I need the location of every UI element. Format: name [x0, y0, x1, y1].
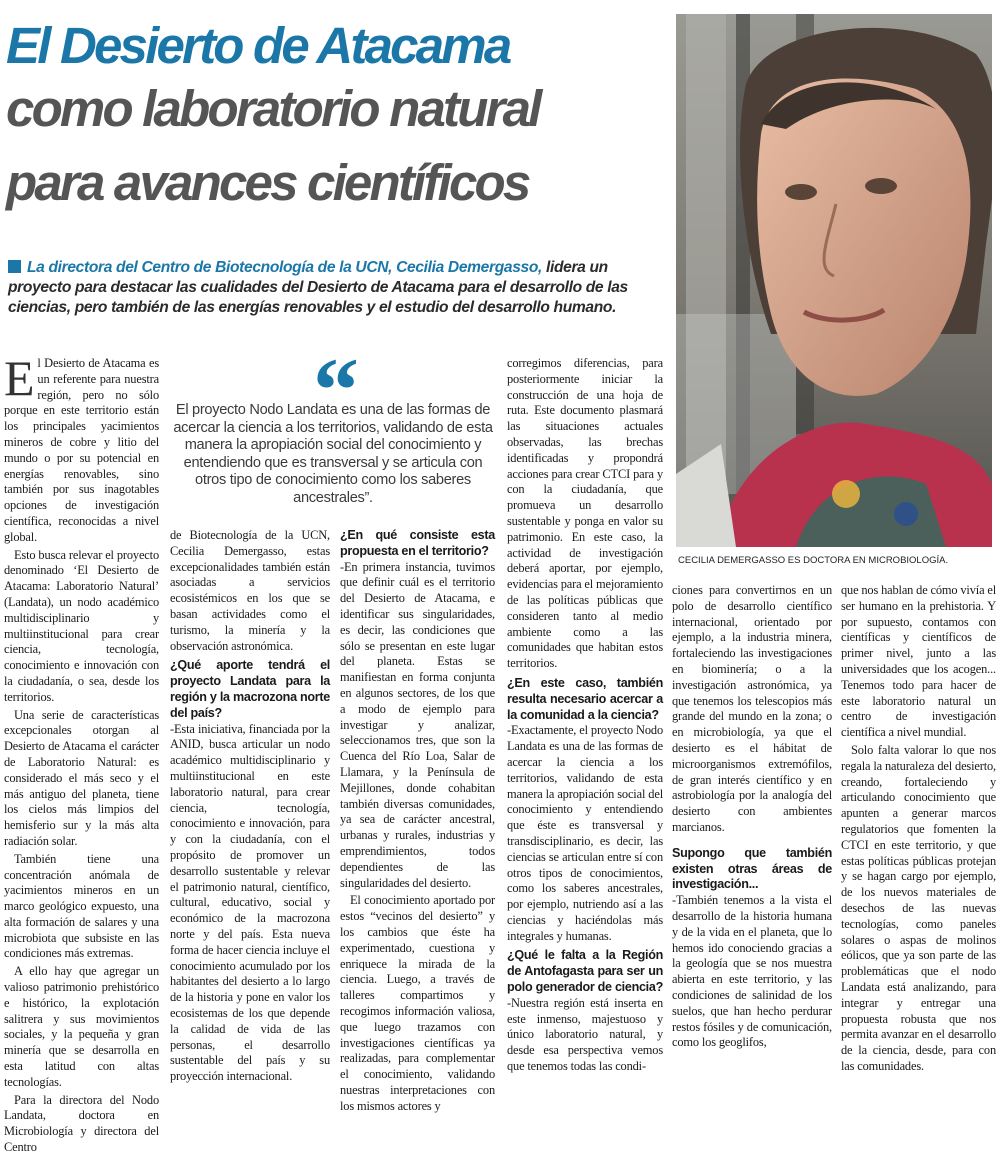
interview-question: ¿En qué consiste esta propuesta en el territorio?	[340, 528, 495, 558]
paragraph: A ello hay que agregar un valioso patrimonio prehistórico e histórico, la explotación salitrera y sus movimientos sociales, y la pequeña y gran minería que se desarrolla en esta latitud con altas tecnologías.	[4, 964, 159, 1089]
interview-question: ¿Qué le falta a la Región de Antofagasta para ser un polo generador de ciencia?	[507, 948, 663, 995]
photo-caption: CECILIA DEMERGASSO ES DOCTORA EN MICROBIOLOGÍA.	[678, 555, 949, 566]
paragraph: -Nuestra región está inserta en este inmenso, majestuoso y único laboratorio natural, y desde esa perspectiva vemos que tenemos todas las condi-	[507, 995, 663, 1074]
paragraph: de Biotecnología de la UCN, Cecilia Demergasso, estas excepcionalidades también están asociadas a servicios ecosistémicos en los que se basan actividades como el turismo, la minería y la observación astronómica.	[170, 528, 330, 653]
interview-question: ¿En este caso, también resulta necesario acercar a la comunidad a la ciencia?	[507, 675, 663, 722]
portrait-photo	[676, 14, 992, 547]
paragraph: -También tenemos a la vista el desarrollo de la historia humana y de la vida en el planeta, que lo hemos ido conociendo gracias a la geología que se nos muestra abierta en este territorio, y las condiciones de salinidad de los suelos, que han hecho perdurar restos fósiles y de comunicación, como los geoglifos,	[672, 893, 832, 1050]
article-column-3	[340, 528, 495, 1116]
article-column-2	[170, 528, 330, 1087]
pull-quote-text: El proyecto Nodo Landata es una de las formas de acercar la ciencia a los territorios, validando de esta manera la apropiación social del conocimiento y entendiendo que es transversal y se articula con otros tipo de conocimiento como los saberes ancestrales”.	[173, 402, 493, 506]
paragraph: corregimos diferencias, para posteriormente iniciar la construcción de una hoja de ruta. Este documento plasmará las situaciones actuales observadas, las brechas identificadas y propondrá acciones para crear CTCI para y con la ciudadanía, que promueva un desarrollo sustentable y ponga en valor su patrimonio. En este caso, la actividad de investigación deberá aportar, por ejemplo, evidencias para el mejoramiento de las políticas públicas que consideren tanto al medio ambiente como a las comunidades que habitan estos territorios.	[507, 356, 664, 671]
deck-lead: La directora del Centro de Biotecnología de la UCN, Cecilia Demergasso,	[27, 259, 543, 276]
paragraph: que nos hablan de cómo vivía el ser humano en la prehistoria. Y por supuesto, contamos con científicas y científicos de primer nivel, junto a las universidades que los acogen... Tenemos todo para hacer de este laboratorio natural un centro de investigación científica a nivel mundial.	[841, 583, 997, 740]
portrait-illustration	[676, 14, 992, 547]
headline-line-3: para avances científicos	[6, 154, 529, 211]
drop-cap: E	[4, 350, 35, 406]
deck-rest: lidera un proyecto para destacar las cualidades del Desierto de Atacama para el desarrollo de las ciencias, pero también de las energías renovables y el estudio del desarrollo humano.	[8, 259, 628, 316]
headline-line-2: como laboratorio natural	[6, 80, 540, 137]
paragraph	[4, 350, 159, 546]
paragraph: -Exactamente, el proyecto Nodo Landata es una de las formas de acercar la ciencia a los territorios, validando de esta manera la apropiación social del conocimiento y entendiendo que éste es transversal y transdisciplinario, es decir, las ciencias se articulan entre sí con otros tipos de conocimientos, como los saberes ancestrales, por ejemplo, nutriendo así a las ciencias y haciéndolas más integrales y humanas.	[507, 723, 663, 943]
paragraph: Para la directora del Nodo Landata, doctora en Microbiología y directora del Centro	[4, 1092, 159, 1155]
paragraph: Solo falta valorar lo que nos regala la naturaleza del desierto, creando, fortaleciendo y articulando conocimiento que apunten a generar marcos regulatorios que fomenten la CTCI en este territorio, y que estas políticas públicas protejan y se hagan cargo por ejemplo, de los nuevos materiales de desechos de las nuevas tecnologías, como paneles solares o aspas de molinos eólicos, que ya son parte de las problemáticas que el nodo Landata está analizando, para integrar y entregar una propuesta robusta que nos permita avanzar en el desarrollo de la ciencia, desde, para con las comunidades.	[841, 742, 996, 1073]
article-column-6	[841, 583, 996, 1077]
article-deck	[8, 258, 668, 318]
paragraph: El conocimiento aportado por estos “vecinos del desierto” y los cambios que éste ha experimentado, cuestiona y enriquece la mirada de la ciencia. Luego, a través de talleres compartimos y recogimos información valiosa, que luego trazamos con investigaciones científicas ya realizadas, para complementar el conocimiento, validando nuestras interpretaciones con los mismos actores y	[340, 893, 495, 1113]
pull-quote	[170, 339, 496, 515]
article-column-5	[672, 583, 832, 1053]
article-column-1	[4, 350, 159, 1158]
paragraph: Esto busca relevar el proyecto denominado ‘El Desierto de Atacama: Laboratorio Natural’ (Landata), un nodo académico multidisciplinario y multiinstitucional para crear ciencia, tecnología, conocimiento e innovación con la ciudadanía, o sea, desde los territorios.	[4, 547, 159, 704]
paragraph: Una serie de características excepcionales otorgan al Desierto de Atacama el carácter de Laboratorio Natural: es considerado el más seco y el más antiguo del planeta, tiene los cielos más limpios del hemisferio sur y la más alta radiación solar.	[4, 707, 159, 848]
paragraph: -Esta iniciativa, financiada por la ANID, busca articular un nodo académico multidisciplinario y multiinstitucional en este laboratorio natural, para crear ciencia, tecnología, conocimiento e innovación, para y con la ciudadanía, con el propósito de promover un desarrollo sustentable y relevar el patrimonio natural, científico, cultural, educativo, social y económico de la macrozona norte y del país. Esta nueva forma de hacer ciencia incluye el conocimiento acumulado por los habitantes del desierto a lo largo de la historia y pone en valor los ecosistemas de los que depende la calidad de vida de las personas, el desarrollo sustentable del país y su proyección internacional.	[170, 721, 330, 1084]
interview-question: ¿Qué aporte tendrá el proyecto Landata para la región y la macrozona norte del país?	[170, 658, 330, 720]
headline-line-1: El Desierto de Atacama	[6, 17, 510, 74]
paragraph: También tiene una concentración anómala de yacimientos mineros en un marco geológico expuesto, una alta formación de salares y una microbiota que subsiste en las condiciones más extremas.	[4, 851, 159, 961]
interview-question: Supongo que también existen otras áreas de investigación...	[672, 845, 832, 892]
article-column-4	[507, 356, 663, 1077]
deck-square-marker	[8, 260, 21, 273]
paragraph: -En primera instancia, tuvimos que definir cuál es el territorio del Desierto de Atacama, e identificar sus singularidades, es decir, las condiciones que sólo se presentan en este lugar del planeta. Estas se manifiestan en forma conjunta en algunos sectores, de los que a modo de ejemplo para investigar y analizar, seleccionamos tres, que son la Cuenca del Río Loa, Salar de Llamara, y la Península de Mejillones, donde cohabitan también diversas comunidades, ya sea de carácter ancestral, urbanas y rurales, industrias y emprendimientos, todos dependientes de las singularidades del desierto.	[340, 559, 495, 890]
paragraph-text: l Desierto de Atacama es un referente para nuestra región, pero no sólo porque en este territorio están los principales yacimientos mineros de cobre y litio del mundo o por su potencial en energías renovables, sino también por sus inagotables opciones de investigación científica, reconocidas a nivel global.	[4, 356, 159, 544]
paragraph: ciones para convertirnos en un polo de desarrollo científico internacional, orientado por ejemplo, a la industria minera, fortaleciendo las investigaciones en biominería; o a la investigación astronómica, ya que tenemos los telescopios más grande del mundo en la zona; o en microbiología, ya que el desierto es el hábitat de microorganismos extremófilos, de gran interés científico y en astrobiología por la analogía del desierto con ambientes marcianos.	[672, 583, 832, 834]
quote-mark-icon: “	[313, 339, 353, 441]
